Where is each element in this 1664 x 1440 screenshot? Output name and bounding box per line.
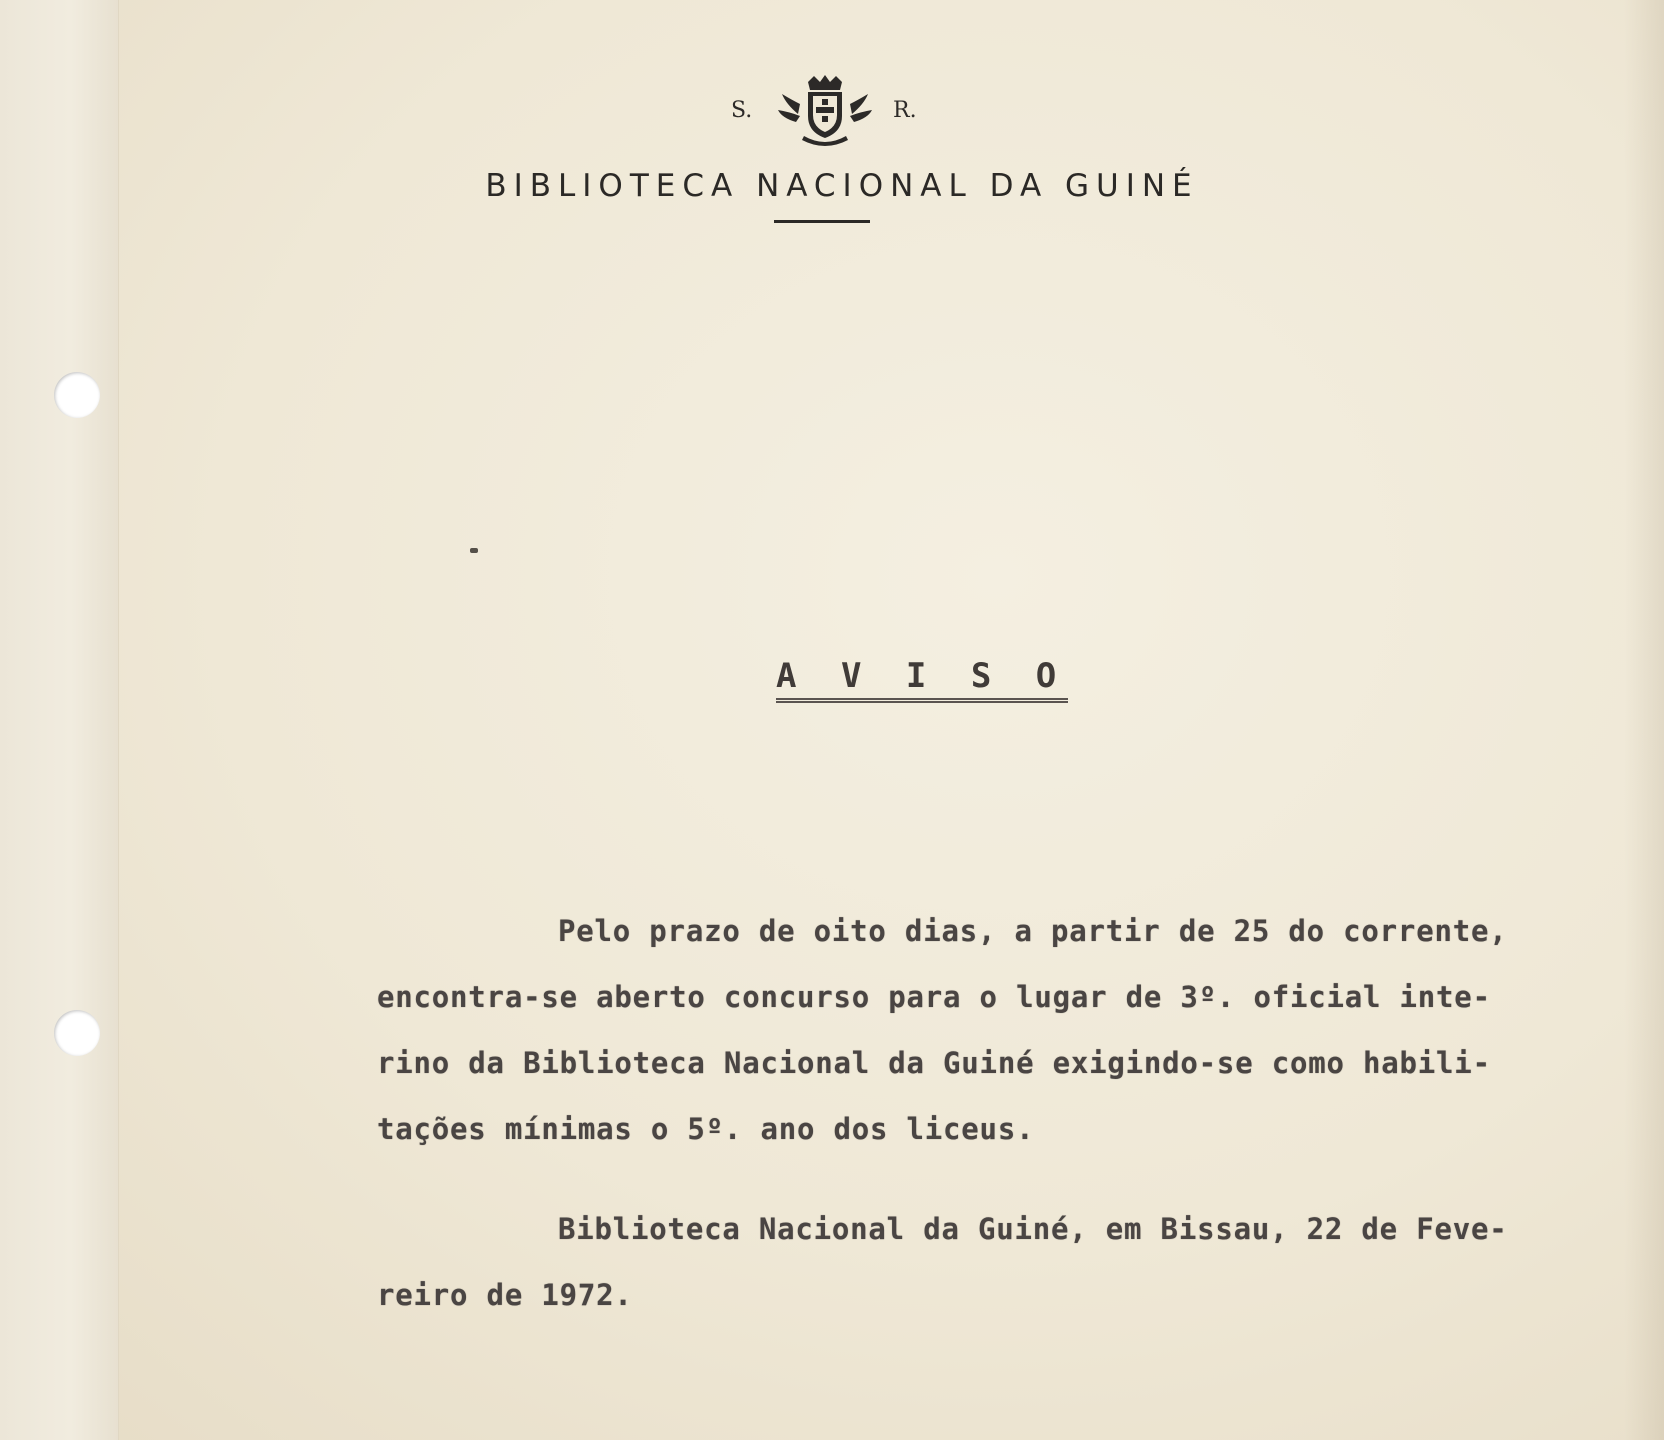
coat-of-arms-icon: [778, 74, 872, 148]
stray-ink-mark: [470, 548, 478, 553]
notice-title: A V I S O: [776, 656, 1068, 703]
closing-line: Biblioteca Nacional da Guiné, em Bissau, 22 de Feve-: [558, 1212, 1508, 1246]
paragraph-line: tações mínimas o 5º. ano dos liceus.: [377, 1112, 1035, 1146]
letterhead-rule: [774, 220, 870, 223]
letterhead-title: BIBLIOTECA NACIONAL DA GUINÉ: [485, 168, 1199, 204]
closing-line: reiro de 1972.: [377, 1278, 633, 1312]
binding-strip: [0, 0, 119, 1440]
punch-hole: [54, 1010, 100, 1056]
paragraph-line: rino da Biblioteca Nacional da Guiné exigindo-se como habili-: [377, 1046, 1491, 1080]
punch-hole: [54, 372, 100, 418]
letterhead-initial-right: R.: [893, 98, 917, 123]
paragraph-line: encontra-se aberto concurso para o lugar de 3º. oficial inte-: [377, 980, 1491, 1014]
paragraph-line: Pelo prazo de oito dias, a partir de 25 do corrente,: [558, 914, 1508, 948]
letterhead-initial-left: S.: [731, 98, 753, 123]
page-edge-shadow: [1624, 0, 1664, 1440]
